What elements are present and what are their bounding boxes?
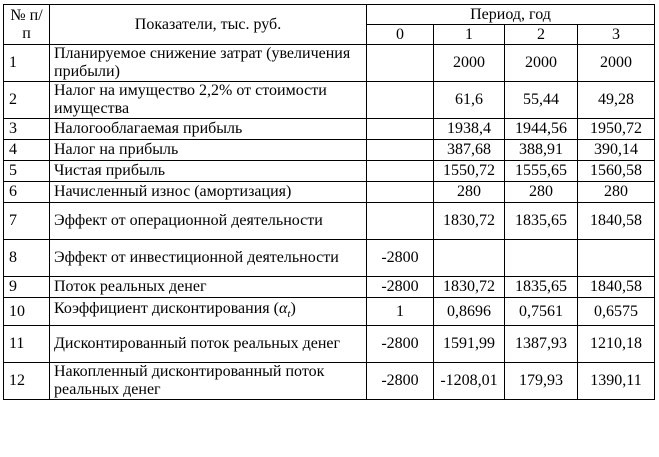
value-year-2: 1944,56 <box>505 119 578 140</box>
row-label: Начисленный износ (амортизация) <box>50 182 367 203</box>
row-number: 7 <box>4 203 50 240</box>
value-year-2: 179,93 <box>505 363 578 400</box>
row-label: Налог на имущество 2,2% от стоимости имущества <box>50 82 367 119</box>
value-year-3: 1950,72 <box>578 119 655 140</box>
header-year-0: 0 <box>367 25 434 45</box>
value-year-3: 0,6575 <box>578 298 655 326</box>
header-row-number <box>4 5 50 45</box>
value-year-1: 1938,4 <box>434 119 505 140</box>
value-year-0 <box>367 203 434 240</box>
header-period-label: Период, год <box>470 5 551 23</box>
table-row <box>4 182 655 203</box>
row-label: Налогооблагаемая прибыль <box>50 119 367 140</box>
row-number: 3 <box>4 119 50 140</box>
value-year-0 <box>367 82 434 119</box>
value-year-1: 1830,72 <box>434 277 505 298</box>
value-year-0 <box>367 182 434 203</box>
value-year-0 <box>367 161 434 182</box>
value-year-3: 280 <box>578 182 655 203</box>
value-year-3: 1840,58 <box>578 203 655 240</box>
row-number: 5 <box>4 161 50 182</box>
row-number: 9 <box>4 277 50 298</box>
value-year-2: 1835,65 <box>505 277 578 298</box>
row-label: Дисконтированный поток реальных денег <box>50 326 367 363</box>
table-row <box>4 82 655 119</box>
row-label: Эффект от инвестиционной деятельности <box>50 240 367 277</box>
value-year-0 <box>367 45 434 82</box>
row-label: Планируемое снижение затрат (увеличения прибыли) <box>50 45 367 82</box>
value-year-0 <box>367 140 434 161</box>
table-row <box>4 45 655 82</box>
value-year-3: 2000 <box>578 45 655 82</box>
value-year-0: -2800 <box>367 326 434 363</box>
value-year-3: 1560,58 <box>578 161 655 182</box>
header-year-2: 2 <box>505 25 578 45</box>
value-year-3: 390,14 <box>578 140 655 161</box>
value-year-1: 1591,99 <box>434 326 505 363</box>
value-year-0: -2800 <box>367 277 434 298</box>
header-indicators-label: Показатели, тыс. руб. <box>134 15 282 33</box>
value-year-1: -1208,01 <box>434 363 505 400</box>
value-year-2: 55,44 <box>505 82 578 119</box>
table-row <box>4 298 655 326</box>
value-year-2: 0,7561 <box>505 298 578 326</box>
value-year-1 <box>434 240 505 277</box>
row-number: 4 <box>4 140 50 161</box>
table-row <box>4 140 655 161</box>
value-year-3: 49,28 <box>578 82 655 119</box>
value-year-2: 2000 <box>505 45 578 82</box>
value-year-1: 2000 <box>434 45 505 82</box>
value-year-2: 1555,65 <box>505 161 578 182</box>
alpha-symbol: $\alpha_t$ <box>278 299 291 321</box>
value-year-2: 388,91 <box>505 140 578 161</box>
value-year-1: 387,68 <box>434 140 505 161</box>
row-label: Налог на прибыль <box>50 140 367 161</box>
value-year-3: 1210,18 <box>578 326 655 363</box>
table-row <box>4 277 655 298</box>
row-number: 8 <box>4 240 50 277</box>
header-period <box>367 5 655 25</box>
value-year-2: 280 <box>505 182 578 203</box>
value-year-2: 1387,93 <box>505 326 578 363</box>
cash-flow-table <box>3 4 655 400</box>
value-year-0: -2800 <box>367 363 434 400</box>
row-number: 1 <box>4 45 50 82</box>
value-year-2: 1835,65 <box>505 203 578 240</box>
table-row <box>4 119 655 140</box>
row-label: Накопленный дисконтированный поток реальных денег <box>50 363 367 400</box>
row-number: 10 <box>4 298 50 326</box>
row-label: Чистая прибыль <box>50 161 367 182</box>
value-year-0 <box>367 119 434 140</box>
row-label-end: ) <box>290 299 296 317</box>
row-number: 12 <box>4 363 50 400</box>
header-year-3: 3 <box>578 25 655 45</box>
header-row-number-label: № п/п <box>10 6 43 42</box>
value-year-3: 1390,11 <box>578 363 655 400</box>
value-year-1: 1830,72 <box>434 203 505 240</box>
row-number: 2 <box>4 82 50 119</box>
value-year-3: 1840,58 <box>578 277 655 298</box>
row-label: Эффект от операционной деятельности <box>50 203 367 240</box>
table-row <box>4 363 655 400</box>
value-year-0: 1 <box>367 298 434 326</box>
row-label <box>50 298 367 326</box>
value-year-3 <box>578 240 655 277</box>
table-row <box>4 161 655 182</box>
row-label: Поток реальных денег <box>50 277 367 298</box>
value-year-1: 61,6 <box>434 82 505 119</box>
value-year-1: 1550,72 <box>434 161 505 182</box>
value-year-0: -2800 <box>367 240 434 277</box>
table-row <box>4 326 655 363</box>
value-year-1: 280 <box>434 182 505 203</box>
header-indicators <box>50 5 367 45</box>
row-label-text: Коэффициент дисконтирования ( <box>54 299 279 317</box>
row-number: 6 <box>4 182 50 203</box>
table-row <box>4 203 655 240</box>
value-year-1: 0,8696 <box>434 298 505 326</box>
row-number: 11 <box>4 326 50 363</box>
table-row <box>4 240 655 277</box>
header-year-1: 1 <box>434 25 505 45</box>
value-year-2 <box>505 240 578 277</box>
